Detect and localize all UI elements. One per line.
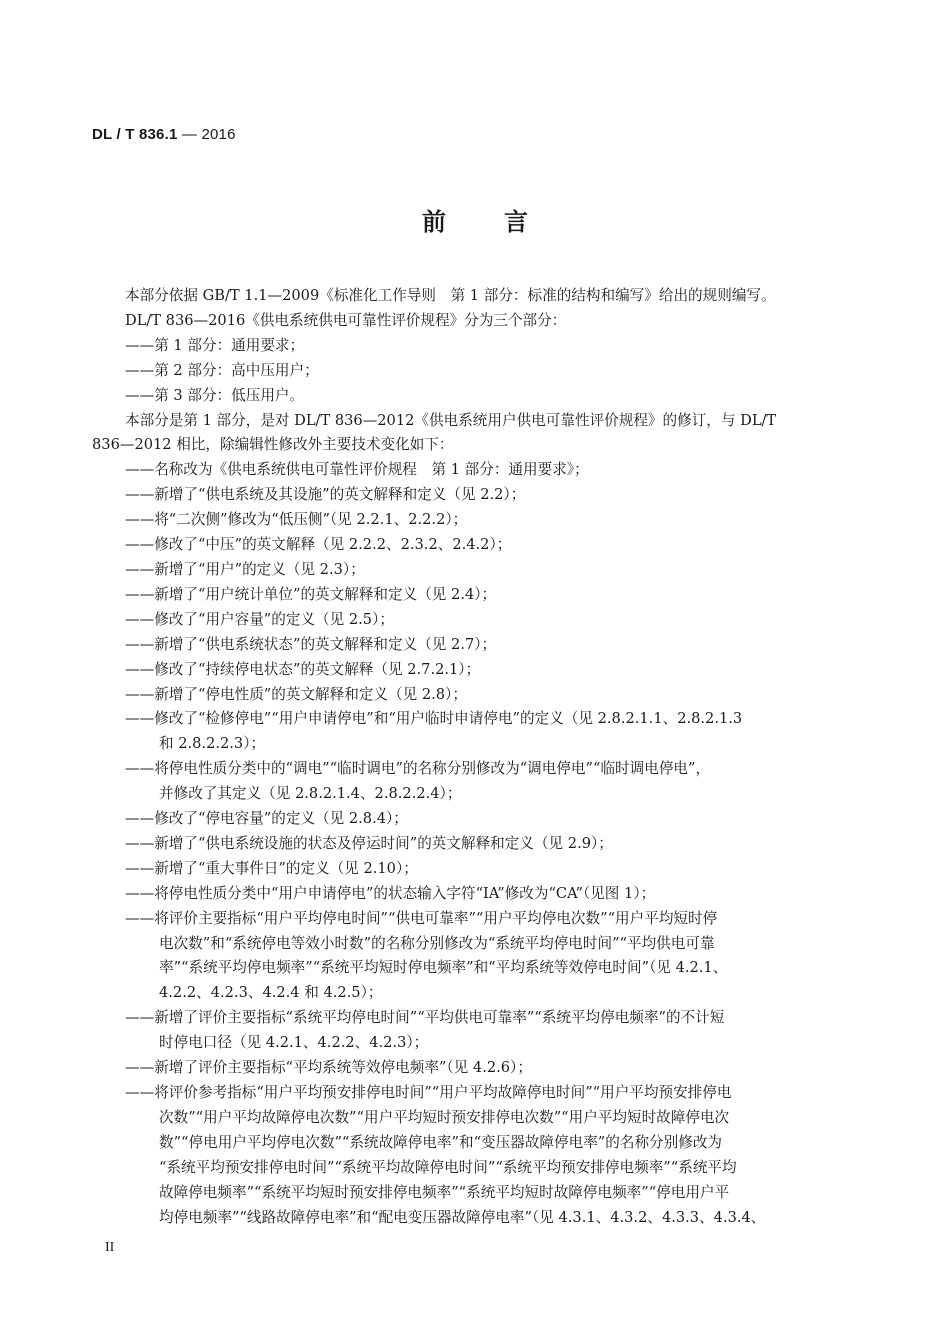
change-item-first-line: ——新增了“重大事件日”的定义（见 2.10）； — [125, 859, 418, 877]
change-item-first-line: ——新增了“用户统计单位”的英文解释和定义（见 2.4）； — [125, 585, 497, 603]
document-body — [92, 284, 844, 1230]
change-list-item — [92, 483, 844, 508]
change-item-continuation-line: 时停电口径（见 4.2.1、4.2.2、4.2.3）； — [159, 1034, 429, 1052]
document-header — [92, 126, 236, 143]
change-list-item — [92, 882, 844, 907]
change-item-first-line: ——新增了“供电系统设施的状态及停运时间”的英文解释和定义（见 2.9）； — [125, 834, 613, 852]
change-list-item — [92, 857, 844, 882]
intro-paragraph-2: DL/T 836—2016《供电系统供电可靠性评价规程》分为三个部分： — [125, 311, 567, 329]
change-item-first-line: ——新增了评价主要指标“系统平均停电时间”“平均供电可靠率”“系统平均停电频率”的不计短 — [125, 1009, 725, 1027]
change-item-continuation-line: 次数”“用户平均故障停电次数”“用户平均短时预安排停电次数”“用户平均短时故障停电次 — [159, 1108, 730, 1126]
change-item-first-line: ——将停电性质分类中的“调电”“临时调电”的名称分别修改为“调电停电”“临时调电停电”， — [125, 760, 711, 778]
change-list-item — [92, 508, 844, 533]
page-title: 前言 — [422, 207, 586, 236]
standard-year: 2016 — [201, 126, 236, 143]
part-list-item: ——第 2 部分：高中压用户； — [125, 361, 319, 379]
change-item-continuation-line: 率”“系统平均停电频率”“系统平均短时停电频率”和“平均系统等效停电时间”（见 4.2.1、 — [159, 959, 728, 977]
change-item-first-line: ——修改了“中压”的英文解释（见 2.2.2、2.3.2、2.4.2）； — [125, 536, 512, 554]
page-number: II — [105, 1240, 115, 1255]
change-item-continuation-line: 电次数”和“系统停电等效小时数”的名称分别修改为“系统平均停电时间”“平均供电可靠 — [159, 934, 715, 952]
change-item-first-line: ——新增了“停电性质”的英文解释和定义（见 2.8）； — [125, 685, 467, 703]
change-list-item — [92, 807, 844, 832]
change-item-first-line: ——将评价参考指标“用户平均预安排停电时间”“用户平均故障停电时间”“用户平均预安排停电 — [125, 1084, 732, 1101]
change-item-continuation-line: 和 2.8.2.2.3）； — [159, 735, 266, 753]
change-item-first-line: ——新增了“供电系统状态”的英文解释和定义（见 2.7）； — [125, 635, 497, 653]
standard-code: DL / T 836.1 — [92, 126, 178, 143]
change-item-continuation-line: 均停电频率”“线路故障停电率”和“配电变压器故障停电率”（见 4.3.1、4.3.2、4.3.3、4.3.4、 — [159, 1208, 766, 1226]
change-item-first-line: ——名称改为《供电系统供电可靠性评价规程 第 1 部分：通用要求》； — [125, 461, 589, 479]
part-list-item: ——第 1 部分：通用要求； — [125, 336, 305, 354]
change-list-item — [92, 583, 844, 608]
change-list-item — [92, 683, 844, 708]
change-item-first-line: ——新增了“供电系统及其设施”的英文解释和定义（见 2.2）； — [125, 486, 526, 504]
change-list-item — [92, 1056, 844, 1081]
change-list-item — [92, 458, 844, 483]
change-item-continuation-line: 4.2.2、4.2.3、4.2.4 和 4.2.5）； — [159, 984, 383, 1002]
change-item-first-line: ——将“二次侧”修改为“低压侧”（见 2.2.1、2.2.2）； — [125, 511, 468, 529]
change-list-item — [92, 832, 844, 857]
intro-paragraph-1: 本部分依据 GB/T 1.1—2009《标准化工作导则 第 1 部分：标准的结构和编写》给出的规则编写。 — [125, 287, 776, 304]
change-list-item — [92, 558, 844, 583]
change-item-continuation-line: 数”“停电用户平均停电次数”“系统故障停电率”和“变压器故障停电率”的名称分别修改为 — [159, 1133, 723, 1151]
change-list-item — [92, 608, 844, 633]
change-item-first-line: ——将评价主要指标“用户平均停电时间”“供电可靠率”“用户平均停电次数”“用户平均短时停 — [125, 909, 718, 927]
change-item-first-line: ——新增了“用户”的定义（见 2.3）； — [125, 560, 365, 578]
change-list-item — [92, 907, 844, 1007]
change-item-first-line: ——修改了“用户容量”的定义（见 2.5）； — [125, 610, 394, 628]
change-list-item — [92, 757, 844, 807]
change-list-item — [92, 707, 844, 757]
change-item-continuation-line: 故障停电频率”“系统平均短时预安排停电频率”“系统平均短时故障停电频率”“停电用户平 — [159, 1183, 730, 1201]
change-item-first-line: ——修改了“检修停电”“用户申请停电”和“用户临时申请停电”的定义（见 2.8.2.1.1、2.8.2.1.3 — [125, 710, 743, 728]
change-list-item — [92, 1006, 844, 1056]
change-list-item — [92, 1081, 844, 1230]
change-list-item — [92, 533, 844, 558]
change-item-continuation-line: “系统平均预安排停电时间”“系统平均故障停电时间”“系统平均预安排停电频率”“系统平均 — [159, 1158, 737, 1176]
header-separator: — — [177, 126, 202, 143]
changes-list — [92, 458, 844, 1230]
revision-paragraph-line-2: 836—2012 相比，除编辑性修改外主要技术变化如下： — [92, 436, 454, 454]
change-list-item — [92, 658, 844, 683]
change-item-first-line: ——将停电性质分类中“用户申请停电”的状态输入字符“IA”修改为“CA”（见图 1）； — [125, 884, 656, 902]
change-item-first-line: ——新增了评价主要指标“平均系统等效停电频率”（见 4.2.6）； — [125, 1059, 532, 1077]
change-item-first-line: ——修改了“持续停电状态”的英文解释（见 2.7.2.1）； — [125, 660, 481, 678]
part-list-item: ——第 3 部分：低压用户。 — [125, 386, 305, 404]
change-item-first-line: ——修改了“停电容量”的定义（见 2.8.4）； — [125, 810, 408, 828]
change-item-continuation-line: 并修改了其定义（见 2.8.2.1.4、2.8.2.2.4）； — [159, 785, 462, 803]
revision-paragraph-line-1: 本部分是第 1 部分，是对 DL/T 836—2012《供电系统用户供电可靠性评价规程》的修订，与 DL/T — [125, 411, 777, 429]
change-list-item — [92, 633, 844, 658]
